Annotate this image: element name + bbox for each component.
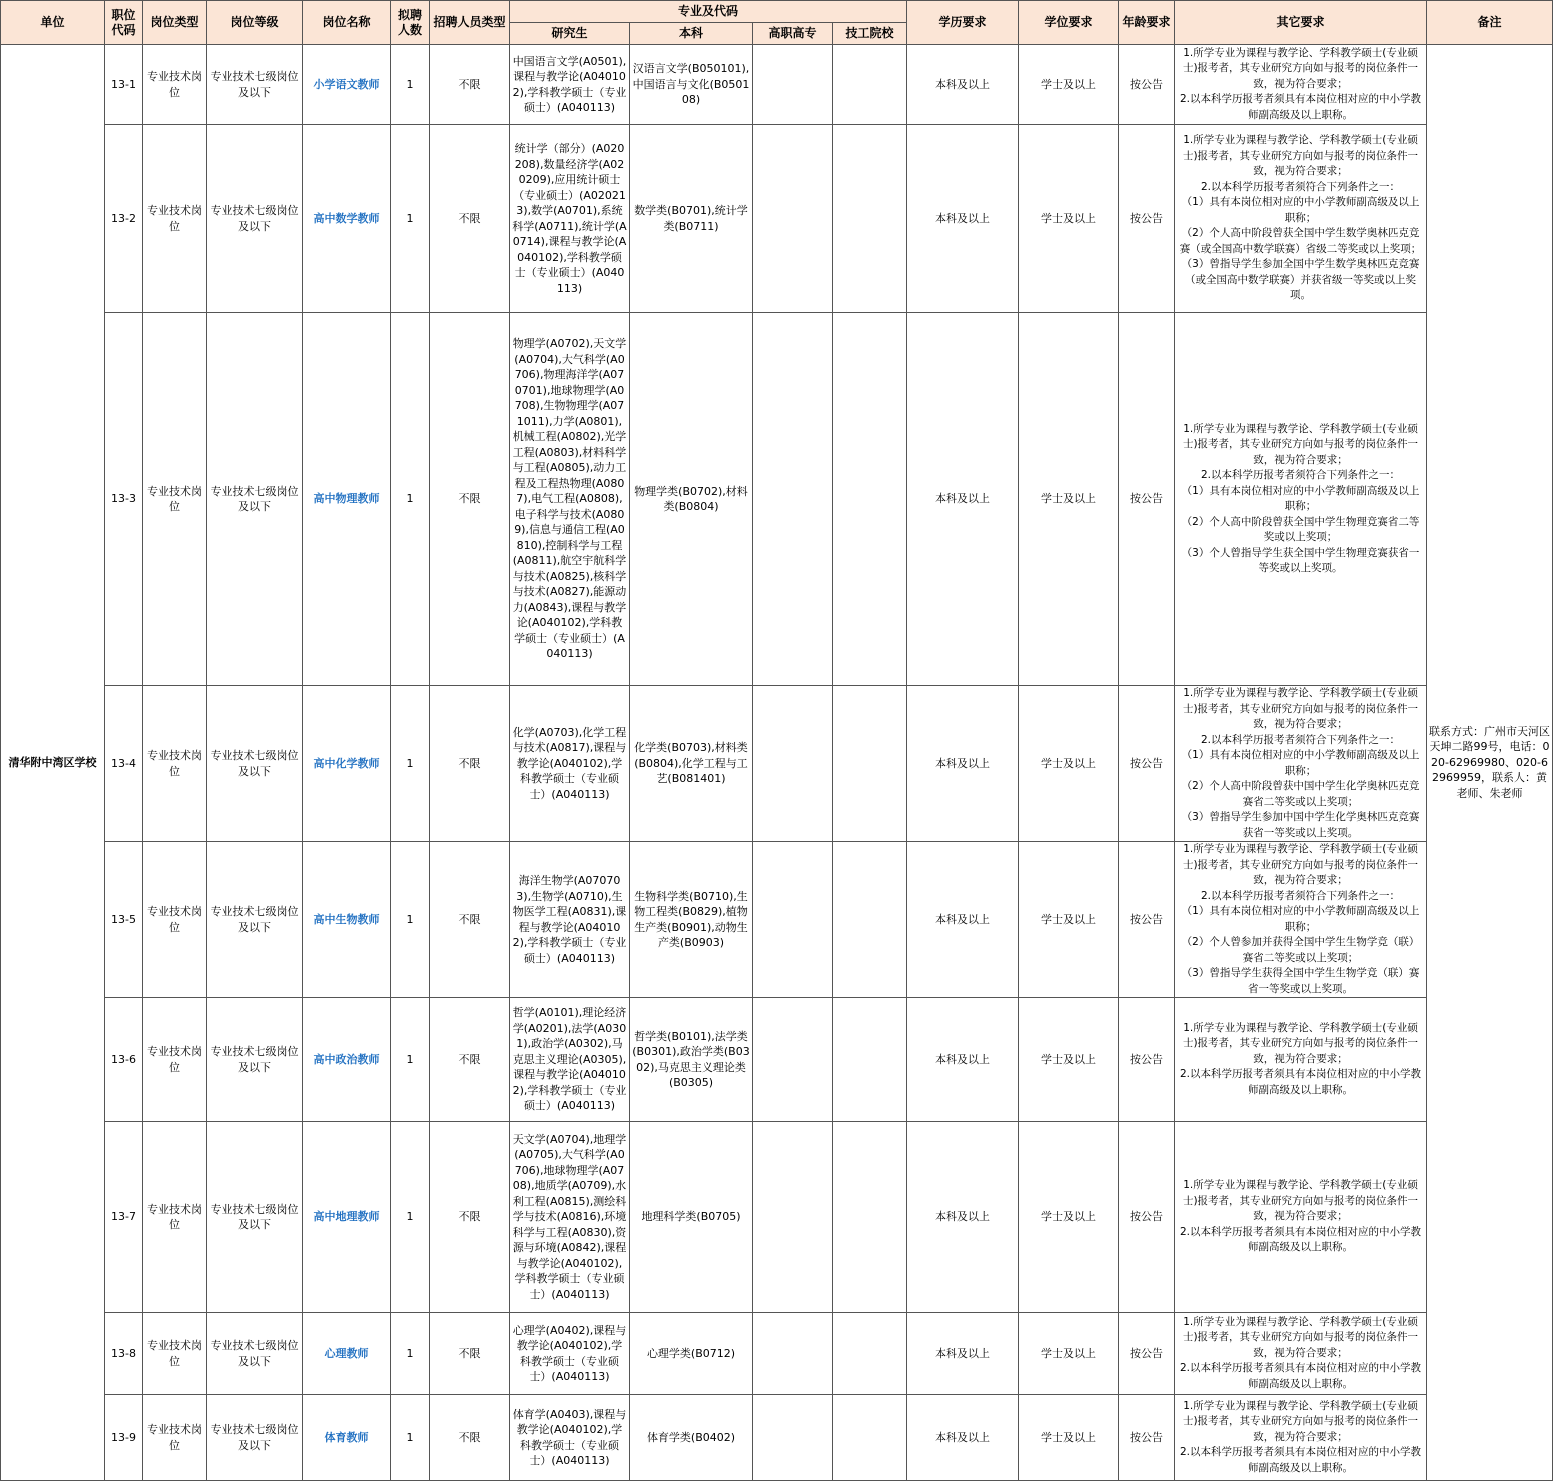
- cell-other-requirements: [1175, 1313, 1427, 1395]
- col-header-other: 其它要求: [1175, 1, 1427, 45]
- cell-education: 本科及以上: [907, 1122, 1019, 1313]
- cell-vocational-major: [753, 45, 833, 125]
- col-header-degree: 学位要求: [1019, 1, 1119, 45]
- cell-age: 按公告: [1119, 998, 1175, 1122]
- cell-degree: 学士及以上: [1019, 313, 1119, 686]
- col-header-code: 职位代码: [105, 1, 143, 45]
- cell-type: 专业技术岗位: [143, 45, 207, 125]
- table-row: [1, 1313, 1553, 1395]
- cell-count: 1: [391, 1395, 430, 1481]
- cell-type: 专业技术岗位: [143, 998, 207, 1122]
- cell-degree: 学士及以上: [1019, 125, 1119, 313]
- cell-type: 专业技术岗位: [143, 842, 207, 998]
- requirement-line: 2.以本科学历报考者须符合下列条件之一：: [1201, 889, 1401, 902]
- requirement-line: （3）曾指导学生获得全国中学生生物学竞（联）赛省一等奖或以上奖项。: [1181, 967, 1420, 995]
- table-row: [1, 842, 1553, 998]
- cell-level: 专业技术七级岗位及以下: [207, 686, 303, 842]
- cell-level: 专业技术七级岗位及以下: [207, 1395, 303, 1481]
- cell-hire-type: 不限: [430, 686, 510, 842]
- requirement-line: 2.以本科学历报考者须具有本岗位相对应的中小学教师副高级及以上职称。: [1180, 1362, 1422, 1390]
- cell-vocational-major: [753, 686, 833, 842]
- cell-post-name: 心理教师: [303, 1313, 391, 1395]
- cell-undergrad-major: 体育学类(B0402): [630, 1395, 753, 1481]
- cell-code: 13-9: [105, 1395, 143, 1481]
- cell-post-name: 小学语文教师: [303, 45, 391, 125]
- table-row: [1, 45, 1553, 125]
- cell-hire-type: 不限: [430, 998, 510, 1122]
- requirement-line: 1.所学专业为课程与教学论、学科教学硕士(专业硕士)报考者，其专业研究方向如与报考的岗位条件一致，视为符合要求；: [1182, 1399, 1419, 1443]
- cell-technical-major: [833, 842, 907, 998]
- cell-remark: 联系方式：广州市天河区天坤二路99号，电话：020-62969980、020-62969959，联系人：黄老师、朱老师: [1427, 45, 1553, 1481]
- requirement-line: 2.以本科学历报考者须具有本岗位相对应的中小学教师副高级及以上职称。: [1180, 93, 1422, 121]
- cell-education: 本科及以上: [907, 1313, 1019, 1395]
- cell-grad-major: 化学(A0703),化学工程与技术(A0817),课程与教学论(A040102),学科教学硕士（专业硕士）(A040113): [510, 686, 630, 842]
- header-row-top: [1, 1, 1553, 23]
- requirement-line: 2.以本科学历报考者须符合下列条件之一：: [1201, 180, 1401, 193]
- cell-technical-major: [833, 45, 907, 125]
- cell-technical-major: [833, 998, 907, 1122]
- cell-count: 1: [391, 998, 430, 1122]
- cell-education: 本科及以上: [907, 1395, 1019, 1481]
- cell-other-requirements: [1175, 125, 1427, 313]
- cell-other-requirements: [1175, 45, 1427, 125]
- cell-technical-major: [833, 686, 907, 842]
- cell-hire-type: 不限: [430, 1313, 510, 1395]
- cell-undergrad-major: 化学类(B0703),材料类(B0804),化学工程与工艺(B081401): [630, 686, 753, 842]
- cell-vocational-major: [753, 1313, 833, 1395]
- cell-post-name: 高中生物教师: [303, 842, 391, 998]
- col-header-remark: 备注: [1427, 1, 1553, 45]
- cell-hire-type: 不限: [430, 1395, 510, 1481]
- cell-grad-major: 哲学(A0101),理论经济学(A0201),法学(A0301),政治学(A0302),马克思主义理论(A0305),课程与教学论(A040102),学科教学硕士（专业硕士）(A040113): [510, 998, 630, 1122]
- requirement-line: （3）曾指导学生参加中国中学生化学奥林匹克竞赛获省一等奖或以上奖项。: [1181, 811, 1420, 839]
- cell-other-requirements: [1175, 313, 1427, 686]
- cell-education: 本科及以上: [907, 842, 1019, 998]
- col-header-count: 拟聘人数: [391, 1, 430, 45]
- requirement-line: 1.所学专业为课程与教学论、学科教学硕士(专业硕士)报考者，其专业研究方向如与报考的岗位条件一致，视为符合要求；: [1182, 1021, 1419, 1065]
- col-header-level: 岗位等级: [207, 1, 303, 45]
- cell-other-requirements: [1175, 1395, 1427, 1481]
- cell-type: 专业技术岗位: [143, 1122, 207, 1313]
- cell-hire-type: 不限: [430, 842, 510, 998]
- cell-vocational-major: [753, 998, 833, 1122]
- table-row: [1, 998, 1553, 1122]
- requirement-line: （2）个人高中阶段曾获全国中学生数学奥林匹克竞赛（或全国高中数学联赛）省级二等奖或以上奖项；: [1179, 227, 1422, 255]
- cell-hire-type: 不限: [430, 1122, 510, 1313]
- cell-grad-major: 心理学(A0402),课程与教学论(A040102),学科教学硕士（专业硕士）(A040113): [510, 1313, 630, 1395]
- cell-hire-type: 不限: [430, 45, 510, 125]
- cell-post-name: 高中化学教师: [303, 686, 391, 842]
- cell-type: 专业技术岗位: [143, 125, 207, 313]
- requirement-line: （3）个人曾指导学生获全国中学生物理竞赛获省一等奖或以上奖项。: [1181, 546, 1420, 574]
- col-header-technical: 技工院校: [833, 23, 907, 45]
- cell-code: 13-6: [105, 998, 143, 1122]
- cell-post-name: 高中地理教师: [303, 1122, 391, 1313]
- cell-age: 按公告: [1119, 45, 1175, 125]
- cell-post-name: 高中数学教师: [303, 125, 391, 313]
- cell-vocational-major: [753, 1395, 833, 1481]
- cell-code: 13-7: [105, 1122, 143, 1313]
- cell-other-requirements: [1175, 1122, 1427, 1313]
- cell-other-requirements: [1175, 998, 1427, 1122]
- cell-count: 1: [391, 1313, 430, 1395]
- cell-hire-type: 不限: [430, 125, 510, 313]
- requirement-line: 1.所学专业为课程与教学论、学科教学硕士(专业硕士)报考者，其专业研究方向如与报考的岗位条件一致，视为符合要求；: [1182, 46, 1419, 90]
- table-body: [1, 45, 1553, 1481]
- requirement-line: 1.所学专业为课程与教学论、学科教学硕士(专业硕士)报考者，其专业研究方向如与报考的岗位条件一致，视为符合要求；: [1182, 134, 1419, 178]
- cell-code: 13-1: [105, 45, 143, 125]
- cell-count: 1: [391, 313, 430, 686]
- col-header-unit: 单位: [1, 1, 105, 45]
- cell-count: 1: [391, 1122, 430, 1313]
- cell-code: 13-8: [105, 1313, 143, 1395]
- cell-other-requirements: [1175, 842, 1427, 998]
- cell-vocational-major: [753, 1122, 833, 1313]
- cell-age: 按公告: [1119, 686, 1175, 842]
- cell-undergrad-major: 物理学类(B0702),材料类(B0804): [630, 313, 753, 686]
- requirement-line: （1）具有本岗位相对应的中小学教师副高级及以上职称；: [1181, 484, 1420, 512]
- requirement-line: （2）个人高中阶段曾获全国中学生物理竞赛省二等奖或以上奖项；: [1181, 515, 1420, 543]
- requirement-line: 1.所学专业为课程与教学论、学科教学硕士(专业硕士)报考者，其专业研究方向如与报考的岗位条件一致，视为符合要求；: [1182, 843, 1419, 886]
- cell-post-name: 体育教师: [303, 1395, 391, 1481]
- table-row: [1, 125, 1553, 313]
- cell-technical-major: [833, 125, 907, 313]
- cell-technical-major: [833, 1122, 907, 1313]
- cell-vocational-major: [753, 313, 833, 686]
- requirement-line: 1.所学专业为课程与教学论、学科教学硕士(专业硕士)报考者，其专业研究方向如与报考的岗位条件一致，视为符合要求；: [1182, 1315, 1419, 1359]
- requirement-line: 2.以本科学历报考者须符合下列条件之一：: [1201, 733, 1401, 746]
- cell-degree: 学士及以上: [1019, 686, 1119, 842]
- requirement-line: 2.以本科学历报考者须具有本岗位相对应的中小学教师副高级及以上职称。: [1180, 1446, 1422, 1474]
- cell-education: 本科及以上: [907, 686, 1019, 842]
- cell-count: 1: [391, 125, 430, 313]
- cell-age: 按公告: [1119, 313, 1175, 686]
- cell-age: 按公告: [1119, 125, 1175, 313]
- cell-degree: 学士及以上: [1019, 45, 1119, 125]
- cell-vocational-major: [753, 125, 833, 313]
- cell-grad-major: 体育学(A0403),课程与教学论(A040102),学科教学硕士（专业硕士）(A040113): [510, 1395, 630, 1481]
- col-header-grad: 研究生: [510, 23, 630, 45]
- requirement-line: （2）个人曾参加并获得全国中学生生物学竞（联）赛省二等奖或以上奖项；: [1181, 936, 1420, 964]
- col-header-major-group: 专业及代码: [510, 1, 907, 23]
- cell-hire-type: 不限: [430, 313, 510, 686]
- requirement-line: 1.所学专业为课程与教学论、学科教学硕士(专业硕士)报考者，其专业研究方向如与报考的岗位条件一致，视为符合要求；: [1182, 1179, 1419, 1223]
- cell-education: 本科及以上: [907, 125, 1019, 313]
- col-header-undergrad: 本科: [630, 23, 753, 45]
- cell-age: 按公告: [1119, 842, 1175, 998]
- cell-technical-major: [833, 313, 907, 686]
- cell-vocational-major: [753, 842, 833, 998]
- cell-degree: 学士及以上: [1019, 998, 1119, 1122]
- cell-code: 13-4: [105, 686, 143, 842]
- cell-level: 专业技术七级岗位及以下: [207, 313, 303, 686]
- requirement-line: 2.以本科学历报考者须具有本岗位相对应的中小学教师副高级及以上职称。: [1180, 1225, 1422, 1254]
- col-header-type: 岗位类型: [143, 1, 207, 45]
- cell-other-requirements: [1175, 686, 1427, 842]
- table-row: [1, 313, 1553, 686]
- cell-undergrad-major: 生物科学类(B0710),生物工程类(B0829),植物生产类(B0901),动物生产类(B0903): [630, 842, 753, 998]
- cell-age: 按公告: [1119, 1313, 1175, 1395]
- cell-level: 专业技术七级岗位及以下: [207, 998, 303, 1122]
- cell-count: 1: [391, 45, 430, 125]
- cell-post-name: 高中物理教师: [303, 313, 391, 686]
- cell-level: 专业技术七级岗位及以下: [207, 842, 303, 998]
- cell-technical-major: [833, 1395, 907, 1481]
- cell-degree: 学士及以上: [1019, 1395, 1119, 1481]
- cell-education: 本科及以上: [907, 998, 1019, 1122]
- cell-undergrad-major: 心理学类(B0712): [630, 1313, 753, 1395]
- cell-degree: 学士及以上: [1019, 1313, 1119, 1395]
- cell-education: 本科及以上: [907, 313, 1019, 686]
- requirement-line: 1.所学专业为课程与教学论、学科教学硕士(专业硕士)报考者，其专业研究方向如与报考的岗位条件一致，视为符合要求；: [1182, 687, 1419, 730]
- requirement-line: （1）具有本岗位相对应的中小学教师副高级及以上职称；: [1181, 905, 1420, 933]
- table-row: [1, 1395, 1553, 1481]
- cell-post-name: 高中政治教师: [303, 998, 391, 1122]
- requirement-line: （1）具有本岗位相对应的中小学教师副高级及以上职称；: [1181, 196, 1420, 224]
- cell-type: 专业技术岗位: [143, 313, 207, 686]
- cell-technical-major: [833, 1313, 907, 1395]
- col-header-education: 学历要求: [907, 1, 1019, 45]
- col-header-name: 岗位名称: [303, 1, 391, 45]
- cell-grad-major: 海洋生物学(A070703),生物学(A0710),生物医学工程(A0831),课程与教学论(A040102),学科教学硕士（专业硕士）(A040113): [510, 842, 630, 998]
- requirement-line: 2.以本科学历报考者须具有本岗位相对应的中小学教师副高级及以上职称。: [1180, 1068, 1422, 1096]
- cell-level: 专业技术七级岗位及以下: [207, 125, 303, 313]
- col-header-age: 年龄要求: [1119, 1, 1175, 45]
- requirement-line: （1）具有本岗位相对应的中小学教师副高级及以上职称；: [1181, 749, 1420, 777]
- cell-degree: 学士及以上: [1019, 1122, 1119, 1313]
- cell-code: 13-2: [105, 125, 143, 313]
- requirement-line: 2.以本科学历报考者须符合下列条件之一：: [1201, 469, 1401, 481]
- col-header-hire-type: 招聘人员类型: [430, 1, 510, 45]
- requirement-line: （3）曾指导学生参加全国中学生数学奥林匹克竞赛（或全国高中数学联赛）并获省级一等奖或以上奖项。: [1181, 258, 1420, 302]
- cell-undergrad-major: 汉语言文学(B050101),中国语言与文化(B050108): [630, 45, 753, 125]
- cell-count: 1: [391, 686, 430, 842]
- cell-undergrad-major: 哲学类(B0101),法学类(B0301),政治学类(B0302),马克思主义理论类(B0305): [630, 998, 753, 1122]
- cell-grad-major: 统计学（部分）(A020208),数量经济学(A020209),应用统计硕士（专业硕士）(A020213),数学(A0701),系统科学(A0711),统计学(A0714),课程与教学论(A040102),学科教学硕士（专业硕士）(A040113): [510, 125, 630, 313]
- requirement-line: （2）个人高中阶段曾获中国中学生化学奥林匹克竞赛省二等奖或以上奖项；: [1181, 780, 1420, 808]
- cell-code: 13-5: [105, 842, 143, 998]
- cell-undergrad-major: 地理科学类(B0705): [630, 1122, 753, 1313]
- cell-level: 专业技术七级岗位及以下: [207, 1313, 303, 1395]
- col-header-vocational: 高职高专: [753, 23, 833, 45]
- cell-count: 1: [391, 842, 430, 998]
- cell-type: 专业技术岗位: [143, 1395, 207, 1481]
- cell-unit: 清华附中湾区学校: [1, 45, 105, 1481]
- cell-code: 13-3: [105, 313, 143, 686]
- cell-undergrad-major: 数学类(B0701),统计学类(B0711): [630, 125, 753, 313]
- cell-type: 专业技术岗位: [143, 686, 207, 842]
- table-row: [1, 686, 1553, 842]
- cell-degree: 学士及以上: [1019, 842, 1119, 998]
- cell-grad-major: 中国语言文学(A0501),课程与教学论(A040102),学科教学硕士（专业硕士）(A040113): [510, 45, 630, 125]
- cell-education: 本科及以上: [907, 45, 1019, 125]
- cell-level: 专业技术七级岗位及以下: [207, 45, 303, 125]
- cell-level: 专业技术七级岗位及以下: [207, 1122, 303, 1313]
- cell-age: 按公告: [1119, 1395, 1175, 1481]
- cell-grad-major: 物理学(A0702),天文学(A0704),大气科学(A0706),物理海洋学(A070701),地球物理学(A0708),生物物理学(A071011),力学(A0801),机械工程(A0802),光学工程(A0803),材料科学与工程(A0805),动力工程及工程热物理(A0807),电气工程(A0808),电子科学与技术(A0809),信息与通信工程(A0810),控制科学与工程(A0811),航空宇航科学与技术(A0825),核科学与技术(A0827),能源动力(A0843),课程与教学论(A040102),学科教学硕士（专业硕士）(A040113): [510, 313, 630, 686]
- cell-grad-major: 天文学(A0704),地理学(A0705),大气科学(A0706),地球物理学(A0708),地质学(A0709),水利工程(A0815),测绘科学与技术(A0816),环境科学与工程(A0830),资源与环境(A0842),课程与教学论(A040102),学科教学硕士（专业硕士）(A040113): [510, 1122, 630, 1313]
- cell-age: 按公告: [1119, 1122, 1175, 1313]
- table-row: [1, 1122, 1553, 1313]
- cell-type: 专业技术岗位: [143, 1313, 207, 1395]
- requirement-line: 1.所学专业为课程与教学论、学科教学硕士(专业硕士)报考者，其专业研究方向如与报考的岗位条件一致，视为符合要求；: [1182, 422, 1419, 466]
